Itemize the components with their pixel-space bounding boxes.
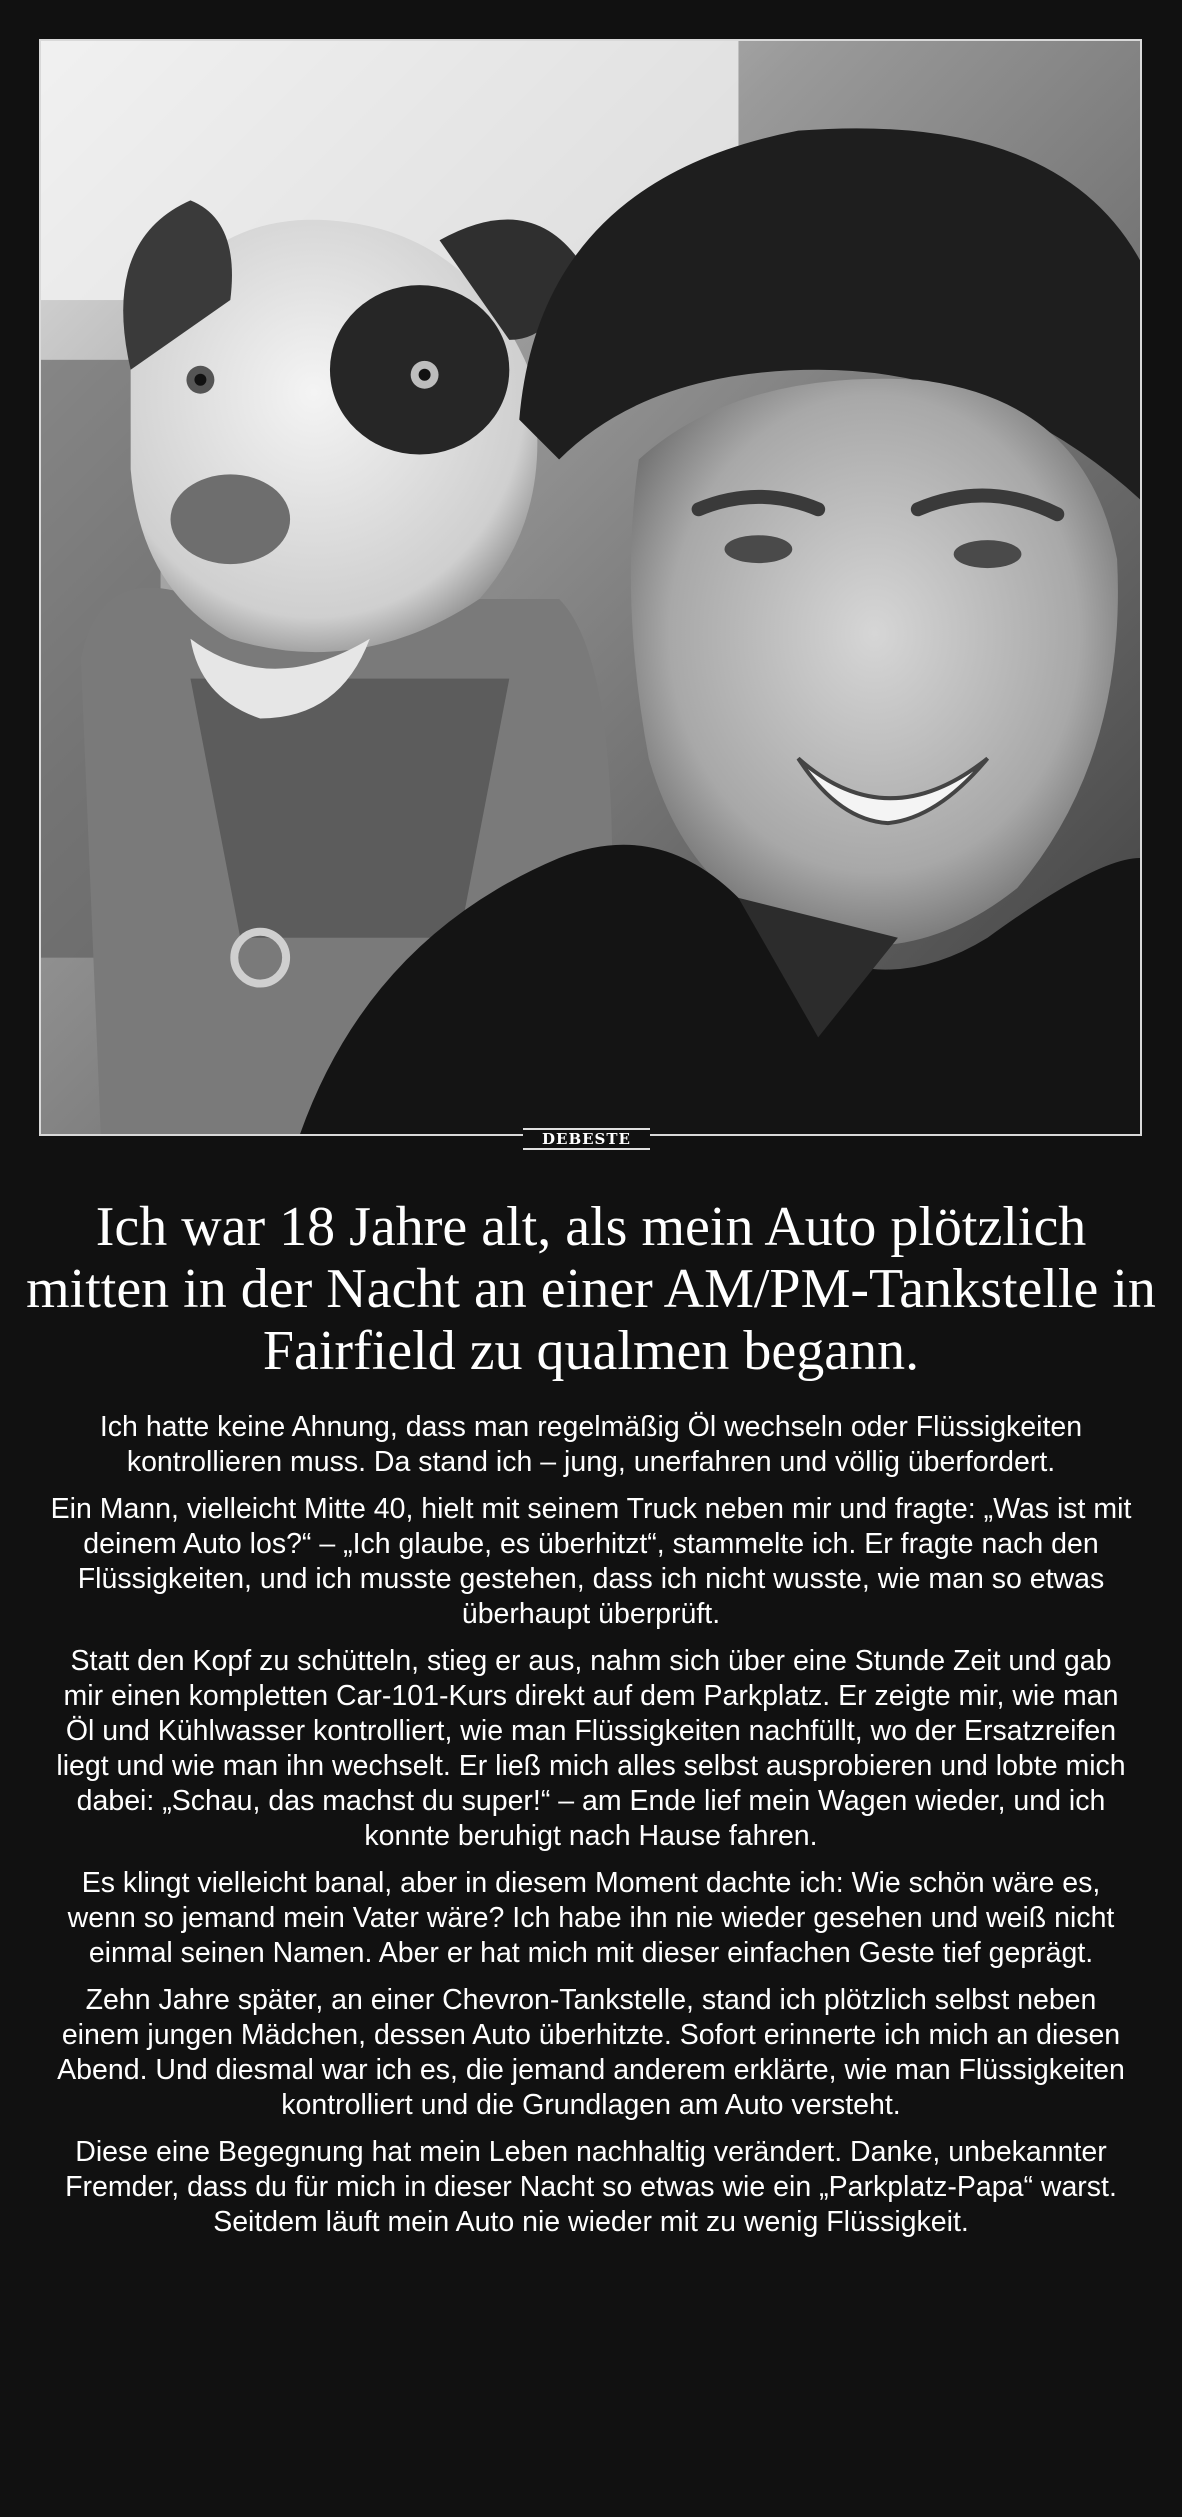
headline: Ich war 18 Jahre alt, als mein Auto plötzlich mitten in der Nacht an einer AM/PM-Tankstelle in Fairfield zu qualmen begann. [26,1196,1156,1382]
story-paragraph: Zehn Jahre später, an einer Chevron-Tankstelle, stand ich plötzlich selbst neben einem jungen Mädchen, dessen Auto überhitzte. Sofort erinnerte ich mich an diesen Abend. Und diesmal war ich es, die jemand anderem erklärte, wie man Flüssigkeiten kontrolliert und die Grundlagen am Auto versteht. [57,1984,1125,2121]
story-paragraph: Statt den Kopf zu schütteln, stieg er aus, nahm sich über eine Stunde Zeit und gab mir einen kompletten Car-101-Kurs direkt auf dem Parkplatz. Er zeigte mir, wie man Öl und Kühlwasser kontrolliert, wie man Flüssigkeiten nachfüllt, wo der Ersatzreifen liegt und wie man ihn wechselt. Er ließ mich alles selbst ausprobieren und lobte mich dabei: „Schau, das machst du super!“ – am Ende lief mein Wagen wieder, und ich konnte beruhigt nach Hause fahren. [56,1645,1126,1852]
story-paragraph: Diese eine Begegnung hat mein Leben nachhaltig verändert. Danke, unbekannter Fremder, dass du für mich in dieser Nacht so etwas wie ein „Parkplatz-Papa“ warst. Seitdem läuft mein Auto nie wieder mit zu wenig Flüssigkeit. [65,2136,1117,2238]
watermark-text: DEBESTE [542,1129,631,1148]
story-paragraph: Ein Mann, vielleicht Mitte 40, hielt mit seinem Truck neben mir und fragte: „Was ist mit deinem Auto los?“ – „Ich glaube, es überhitzt“, stammelte ich. Er fragte nach den Flüssigkeiten, und ich musste gestehen, dass ich nicht wusste, wie man so etwas überhaupt überprüft. [50,1493,1132,1630]
photo-dog-and-person-icon [41,41,1140,1134]
watermark-badge [523,1128,650,1150]
photo [39,39,1142,1136]
story-body [50,1410,1132,2252]
story-paragraph: Es klingt vielleicht banal, aber in diesem Moment dachte ich: Wie schön wäre es, wenn so jemand mein Vater wäre? Ich habe ihn nie wieder gesehen und weiß nicht einmal seinen Namen. Aber er hat mich mit dieser einfachen Geste tief geprägt. [67,1867,1115,1969]
story-paragraph: Ich hatte keine Ahnung, dass man regelmäßig Öl wechseln oder Flüssigkeiten kontrollieren muss. Da stand ich – jung, unerfahren und völlig überfordert. [99,1411,1083,1478]
